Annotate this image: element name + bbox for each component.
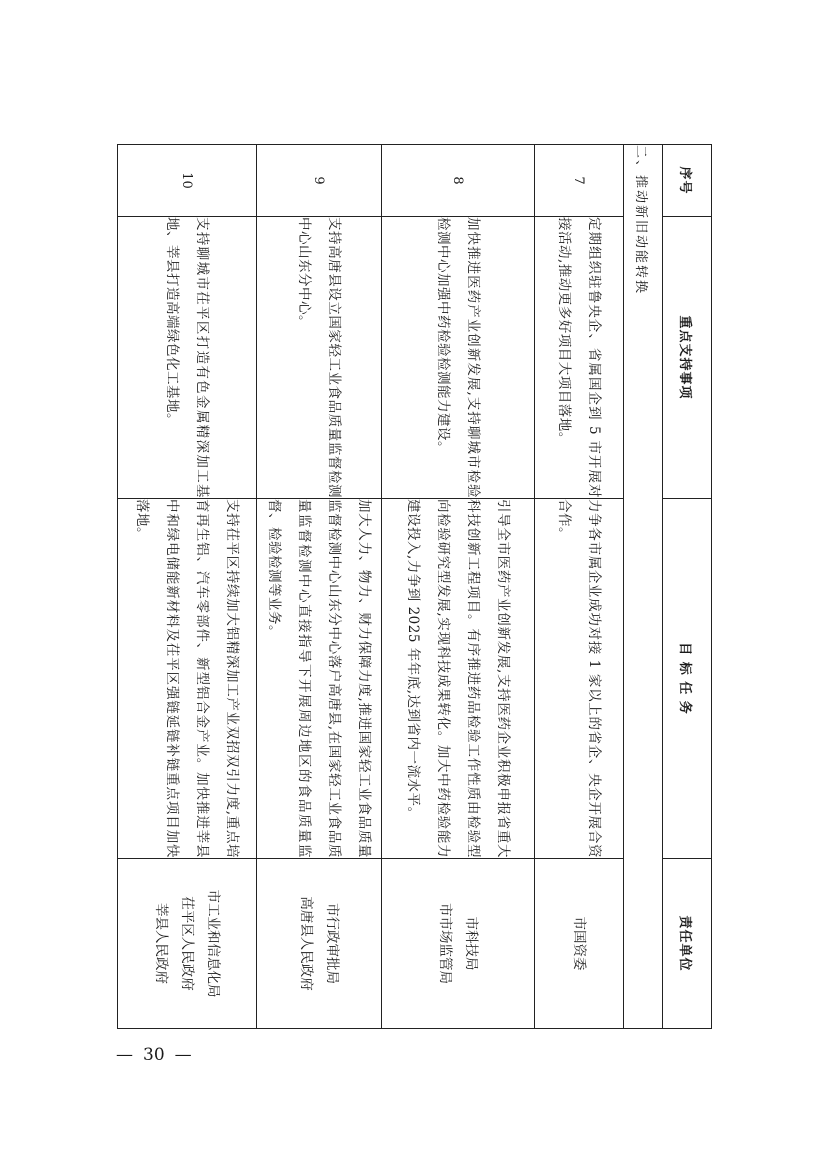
- page-number: 30: [143, 1045, 165, 1065]
- row-number: 7: [535, 145, 624, 217]
- unit-line: 市国资委: [571, 916, 587, 971]
- unit-line: 茌平区人民政府: [179, 896, 195, 991]
- row-item: 定期组织驻鲁央企、省属国企到 5 市开展对接活动,推动更多好项目大项目落地。: [535, 217, 624, 499]
- unit-line: 市市场监管局: [437, 903, 453, 984]
- row-target: 引导全市医药产业创新发展,支持医药企业积极申报省重大科技创新工程项目。有序推进药品检验工作性质由检验型向检验研究型发展,实现科技成果转化。加大中药检验能力建设投入,力争到 2025 年年底,达到省内一流水平。: [382, 499, 535, 859]
- row-target: 力争各市属企业成功对接 1 家以上的省企、央企开展合资合作。: [535, 499, 624, 859]
- unit-line: 高唐县人民政府: [298, 896, 314, 991]
- header-target: 目 标 任 务: [663, 499, 712, 859]
- row-unit: [535, 859, 624, 1029]
- row-item: 加快推进医药产业创新发展,支持聊城市检验检测中心加强中药检验检测能力建设。: [382, 217, 535, 499]
- row-unit: [118, 859, 257, 1029]
- row-number: 8: [382, 145, 535, 217]
- table-row: [535, 145, 624, 1029]
- row-target: 加大人力、物力、财力保障力度,推进国家轻工业食品质量监督检测中心山东分中心落户高唐县,在国家轻工业食品质量监督检测中心直接指导下开展周边地区的食品质量监督、检验检测等业务。: [257, 499, 382, 859]
- table-row: [257, 145, 382, 1029]
- section-row: [624, 145, 663, 1029]
- header-item: 重点支持事项: [663, 217, 712, 499]
- unit-line: 市科技局: [463, 916, 479, 971]
- table-row: [382, 145, 535, 1029]
- header-seq: 序号: [663, 145, 712, 217]
- row-number: 9: [257, 145, 382, 217]
- unit-line: 市行政审批局: [324, 903, 340, 984]
- page-number-footer: [116, 1045, 216, 1065]
- page-dash-right: —: [174, 1045, 192, 1065]
- table-row: [118, 145, 257, 1029]
- row-item: 支持聊城市茌平区打造有色金属精深加工基地、莘县打造高端绿色化工基地。: [118, 217, 257, 499]
- rotated-table-page: [108, 144, 712, 1028]
- page-dash-left: —: [116, 1045, 133, 1065]
- unit-line: 莘县人民政府: [153, 903, 169, 984]
- row-item: 支持高唐县设立国家轻工业食品质量监督检测中心山东分中心。: [257, 217, 382, 499]
- row-number: 10: [118, 145, 257, 217]
- row-unit: [382, 859, 535, 1029]
- section-title: 二、推动新旧动能转换: [624, 145, 663, 1029]
- support-items-table: [117, 144, 712, 1029]
- row-unit: [257, 859, 382, 1029]
- table-header-row: [663, 145, 712, 1029]
- header-unit: 责任单位: [663, 859, 712, 1029]
- row-target: 支持茌平区持续加大铝精深加工产业双招双引力度,重点培育再生铝、汽车零部件、新型铝合金产业。加快推进莘县中和绿电储能新材料及茌平区强链延链补链重点项目加快落地。: [118, 499, 257, 859]
- unit-line: 市工业和信息化局: [205, 889, 221, 998]
